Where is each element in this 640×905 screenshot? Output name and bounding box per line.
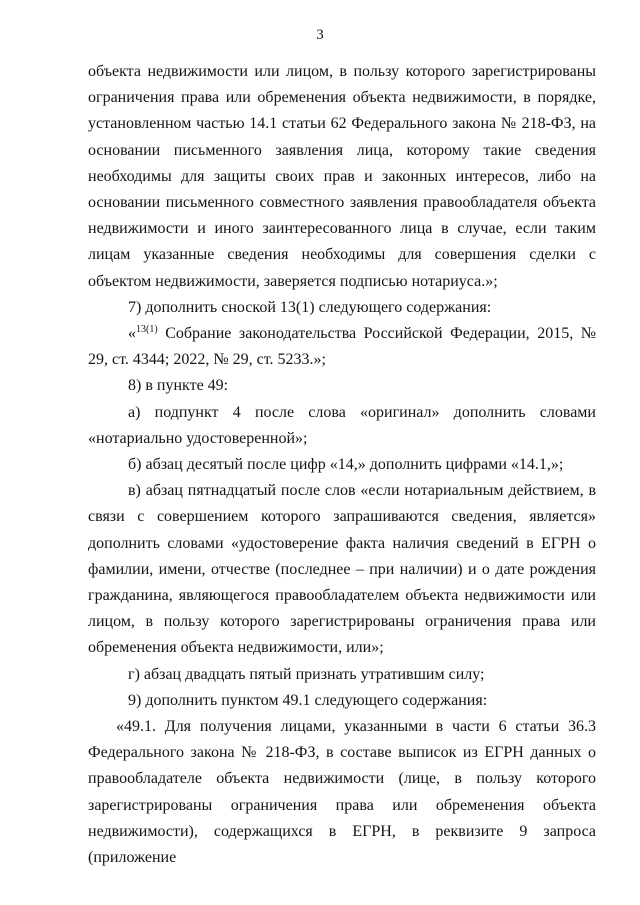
document-body: [88, 59, 596, 871]
paragraph-subitem-a: а) подпункт 4 после слова «оригинал» дополнить словами «нотариально удостоверенной»;: [88, 403, 596, 447]
paragraph-item-9: 9) дополнить пунктом 49.1 следующего содержания:: [128, 691, 488, 709]
paragraph-subitem-g: г) абзац двадцать пятый признать утратившим силу;: [128, 665, 485, 683]
paragraph-clause-49-1: «49.1. Для получения лицами, указанными в части 6 статьи 36.3 Федерального закона № 218-ФЗ, в составе выписок из ЕГРН данных о правообладателе объекта недвижимости (лице, в пользу которого зарегистрированы ограничения права или обременения объекта недвижимости), содержащихся в ЕГРН, в реквизите 9 запроса (приложение: [88, 718, 596, 867]
paragraph-footnote: [88, 321, 596, 373]
footnote-text: Собрание законодательства Российской Федерации, 2015, № 29, ст. 4344; 2022, № 29, ст. 5233.»;: [88, 325, 596, 369]
footnote-open-quote: «: [128, 325, 136, 343]
page-number: 3: [316, 27, 324, 43]
paragraph-item-7: 7) дополнить сноской 13(1) следующего содержания:: [128, 298, 492, 316]
paragraph-subitem-b: б) абзац десятый после цифр «14,» дополнить цифрами «14.1,»;: [128, 456, 564, 474]
paragraph-item-8: 8) в пункте 49:: [128, 377, 229, 395]
paragraph-continuation: объекта недвижимости или лицом, в пользу которого зарегистрированы ограничения права или обременения объекта недвижимости, в порядке, установленном частью 14.1 статьи 62 Федерального закона № 218-ФЗ, на основании письменного заявления лица, которому такие сведения необходимы для защиты своих прав и законных интересов, либо на основании письменного совместного заявления правообладателя объекта недвижимости и иного заинтересованного лица в случае, если таким лицам указанные сведения необходимы для совершения сделки с объектом недвижимости, заверяется подписью нотариуса.»;: [88, 63, 596, 290]
paragraph-subitem-v: в) абзац пятнадцатый после слов «если нотариальным действием, в связи с совершением которого запрашиваются сведения, является» дополнить словами «удостоверение факта наличия сведений в ЕГРН о фамилии, имени, отчестве (последнее – при наличии) и о дате рождения гражданина, являющегося правообладателем объекта недвижимости или лицом, в пользу которого зарегистрированы ограничения права или обременения объекта недвижимости, или»;: [88, 482, 596, 657]
footnote-marker: 13(1): [136, 324, 158, 336]
